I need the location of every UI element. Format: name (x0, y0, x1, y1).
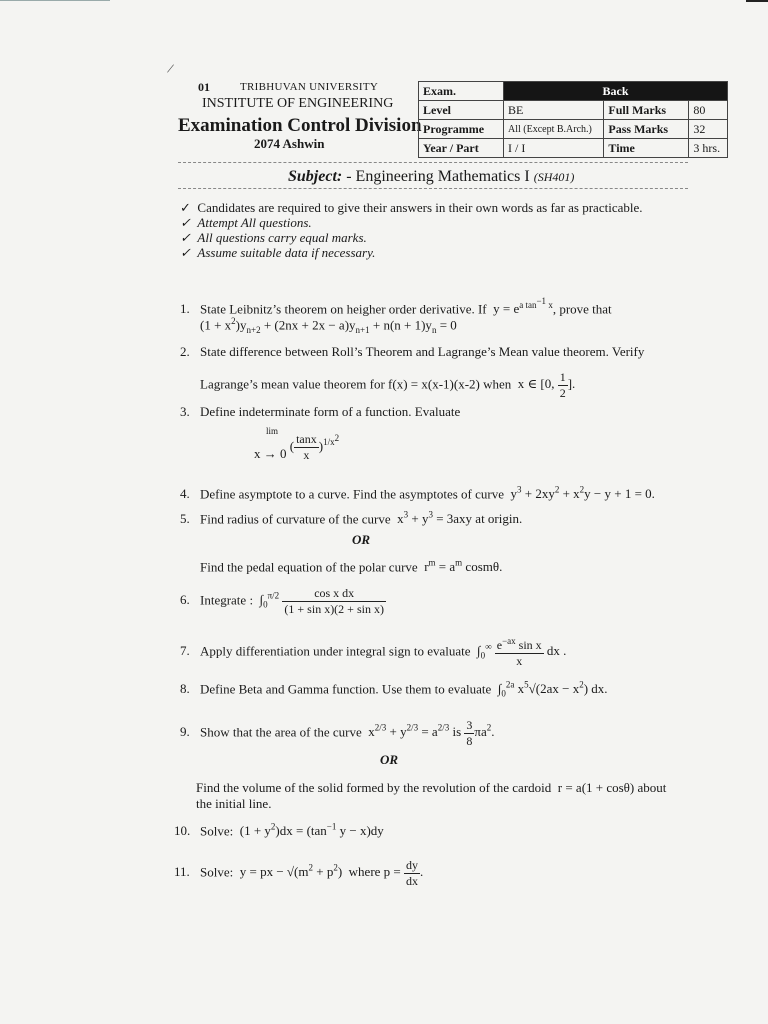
instruction-item: ✓ Candidates are required to give their answers in their own words as far as practicable. (180, 200, 643, 215)
or-label: OR (352, 532, 371, 547)
subject-line (288, 168, 574, 186)
exam-label: Exam. (419, 82, 504, 101)
subject-label: Subject: (288, 168, 343, 185)
question-9-or-line2: the initial line. (196, 796, 272, 811)
time-label: Time (604, 139, 689, 158)
year-label: Year / Part (419, 139, 504, 158)
full-marks-value: 80 (689, 101, 728, 120)
pass-marks-value: 32 (689, 120, 728, 139)
instructions-list (180, 200, 643, 260)
question-7: 7. Apply differentiation under integral sign to evaluate $\int_0^\infty$ $\frac{e^{-ax} \sin x}{x}$ dx . (180, 636, 567, 668)
subject-code: (SH401) (533, 170, 575, 184)
question-1: 1. State Leibnitz’s theorem on heigher order derivative. If $y = e^{a tan^{-1} x}$, prove that (180, 296, 612, 317)
question-8: 8. Define Beta and Gamma function. Use them to evaluate $\int_0^{2a}$ $x^5√(2ax - x^2)$ dx. (180, 680, 608, 699)
year-value: I / I (504, 139, 604, 158)
programme-label: Programme (419, 120, 504, 139)
question-2-line2: Lagrange’s mean value theorem for f(x) = x(x-1)(x-2) when x ∈ [0, $\frac{1}{2}$ ]. (200, 370, 576, 400)
question-3-formula: lim x → 0 ( $\frac{\tan x}{x}$ )$^{1/x^2}$ (254, 426, 340, 462)
exam-session: 2074 Ashwin (254, 136, 325, 151)
time-value: 3 hrs. (689, 139, 728, 158)
question-9: 9. Show that the area of the curve $x^{2/3} + y^{2/3} = a^{2/3}$ is $\frac{3}{8}$ $\pi a^2$. (180, 718, 495, 748)
question-3: 3. Define indeterminate form of a function. Evaluate (180, 404, 461, 419)
division-name: Examination Control Division (178, 115, 422, 136)
question-5-or: Find the pedal equation of the polar curve $r^m = a^m$ cosmθ. (200, 558, 503, 575)
question-9-or: Find the volume of the solid formed by the revolution of the cardoid r = a(1 + cosθ) about (196, 780, 667, 795)
question-5: 5. Find radius of curvature of the curve $x^3 + y^3 = 3axy$ at origin. (180, 510, 523, 527)
pass-marks-label: Pass Marks (604, 120, 689, 139)
top-edge-line (0, 0, 110, 1)
programme-value: All (Except B.Arch.) (504, 120, 604, 139)
instruction-item: ✓ Assume suitable data if necessary. (180, 245, 376, 260)
question-6: 6. Integrate : $\int_0^{\pi/2}$ $\frac{\text{cos x dx}}{\text{(1 + sin x)(2 + sin x)}}$ (180, 586, 384, 616)
university-name: TRIBHUVAN UNIVERSITY (240, 81, 379, 93)
or-label: OR (380, 752, 399, 767)
divider (178, 188, 688, 189)
exam-info-table (418, 81, 728, 158)
question-4: 4. Define asymptote to a curve. Find the asymptotes of curve $y^3 + 2xy^2 + x^2y - y + 1 = 0$. (180, 485, 655, 502)
institute-name: INSTITUTE OF ENGINEERING (202, 96, 394, 111)
level-value: BE (504, 101, 604, 120)
pen-mark: / (165, 61, 175, 78)
corner-mark (746, 0, 768, 2)
question-11: 11. Solve: y = px − $√(m^2 + p^2)$ where p = $\frac{dy}{dx}$ . (174, 858, 424, 888)
question-2: 2. State difference between Roll’s Theorem and Lagrange’s Mean value theorem. Verify (180, 344, 645, 359)
full-marks-label: Full Marks (604, 101, 689, 120)
subject-name: - Engineering Mathematics I (346, 168, 530, 185)
level-label: Level (419, 101, 504, 120)
exam-value: Back (504, 82, 728, 101)
question-10: 10. Solve: $(1 + y^2)dx = (\tan^{-1}$ y − x)dy (174, 822, 384, 839)
instruction-item: ✓ Attempt All questions. (180, 215, 312, 230)
question-1-formula: $(1 + x^2)y_{n+2} + (2nx + 2x - a)y_{n+1} + n(n + 1)y_n = 0$ (200, 316, 457, 335)
instruction-item: ✓ All questions carry equal marks. (180, 230, 367, 245)
paper-code: 01 (198, 80, 210, 94)
divider (178, 162, 688, 163)
